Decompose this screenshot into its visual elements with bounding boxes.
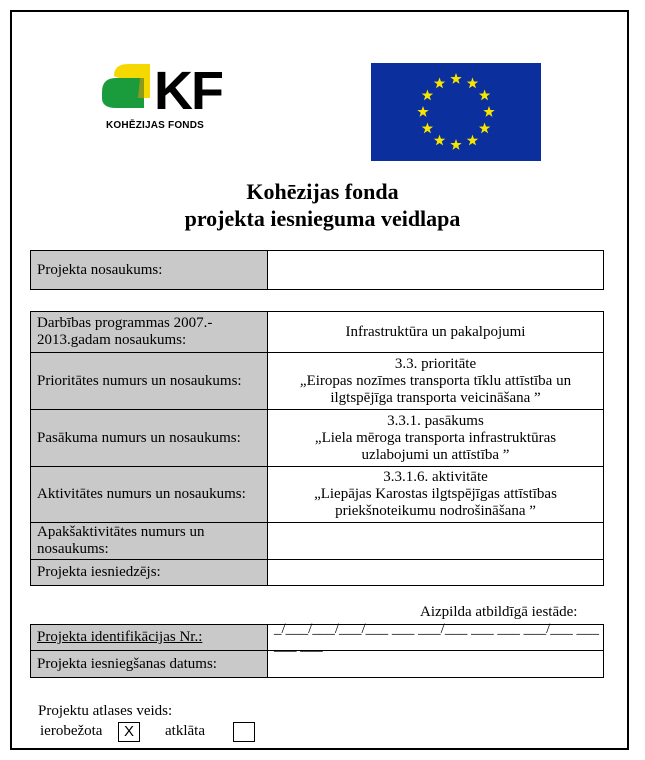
program-label: Darbības programmas 2007.- 2013.gadam nosaukums: — [31, 312, 268, 352]
kf-logo — [100, 58, 245, 138]
table-row — [31, 251, 603, 289]
kf-logo-mark — [100, 58, 160, 120]
table-row — [31, 522, 603, 559]
activity-line: 3.3.1.6. aktivitāte — [383, 469, 488, 485]
applicant-field[interactable] — [268, 560, 603, 585]
table-row — [31, 650, 603, 677]
measure-value — [268, 410, 603, 466]
limited-option-label: ierobežota — [40, 723, 103, 739]
measure-label: Pasākuma numurs un nosaukums: — [31, 410, 268, 466]
open-checkbox[interactable] — [233, 722, 255, 742]
measure-line: 3.3.1. pasākums — [387, 412, 484, 429]
measure-line: „Liela mēroga transporta infrastruktūras — [314, 429, 557, 446]
project-name-field[interactable] — [268, 251, 603, 289]
selection-type-title: Projektu atlases veids: — [38, 703, 173, 719]
project-name-table — [30, 250, 604, 290]
program-value: Infrastruktūra un pakalpojumi — [345, 323, 526, 340]
table-row — [31, 409, 603, 466]
kf-caption: KOHĒZIJAS FONDS — [106, 120, 205, 131]
open-option-label: atklāta — [165, 723, 205, 739]
kf-letters: KF — [154, 61, 222, 121]
priority-label: Prioritātes numurs un nosaukums: — [31, 353, 268, 409]
activity-label: Aktivitātes numurs un nosaukums: — [31, 467, 268, 522]
responsible-authority-note: Aizpilda atbildīgā iestāde: — [420, 604, 578, 620]
program-info-table — [30, 311, 604, 586]
priority-line: ilgtspējīga transporta veicināšana ” — [330, 389, 541, 406]
priority-line: 3.3. prioritāte — [394, 355, 477, 372]
table-row — [31, 466, 603, 522]
authority-table — [30, 620, 604, 678]
priority-line: „Eiropas nozīmes transporta tīklu attīstība un — [299, 372, 572, 389]
table-row — [31, 352, 603, 409]
limited-checkbox[interactable]: X — [118, 722, 140, 742]
identification-label — [31, 625, 268, 650]
form-title-line2: projekta iesnieguma veidlapa — [184, 206, 461, 231]
activity-line: priekšnoteikumu nodrošināšana ” — [335, 503, 536, 519]
measure-line: uzlabojumi un attīstība ” — [361, 446, 510, 463]
subactivity-field[interactable] — [268, 523, 603, 559]
activity-line: „Liepājas Karostas ilgtspējīgas attīstības — [314, 486, 557, 502]
eu-flag — [371, 63, 541, 161]
project-name-label: Projekta nosaukums: — [31, 251, 268, 289]
activity-value — [268, 467, 603, 522]
applicant-label: Projekta iesniedzējs: — [31, 560, 268, 585]
form-title-line1: Kohēzijas fonda — [246, 179, 399, 204]
identification-number-field[interactable]: _/___/___/___/___ ___ ___/___ ___ ___ ___/___ ___ ___ ___ — [274, 620, 600, 654]
submission-date-field[interactable] — [268, 651, 603, 677]
submission-date-label: Projekta iesniegšanas datums: — [31, 651, 268, 677]
table-row — [31, 559, 603, 585]
priority-value — [268, 353, 603, 409]
table-row — [31, 312, 603, 352]
identification-label-text: Projekta identifikācijas Nr.: — [37, 629, 203, 645]
subactivity-label: Apakšaktivitātes numurs un nosaukums: — [31, 523, 268, 559]
table-row — [31, 620, 603, 654]
